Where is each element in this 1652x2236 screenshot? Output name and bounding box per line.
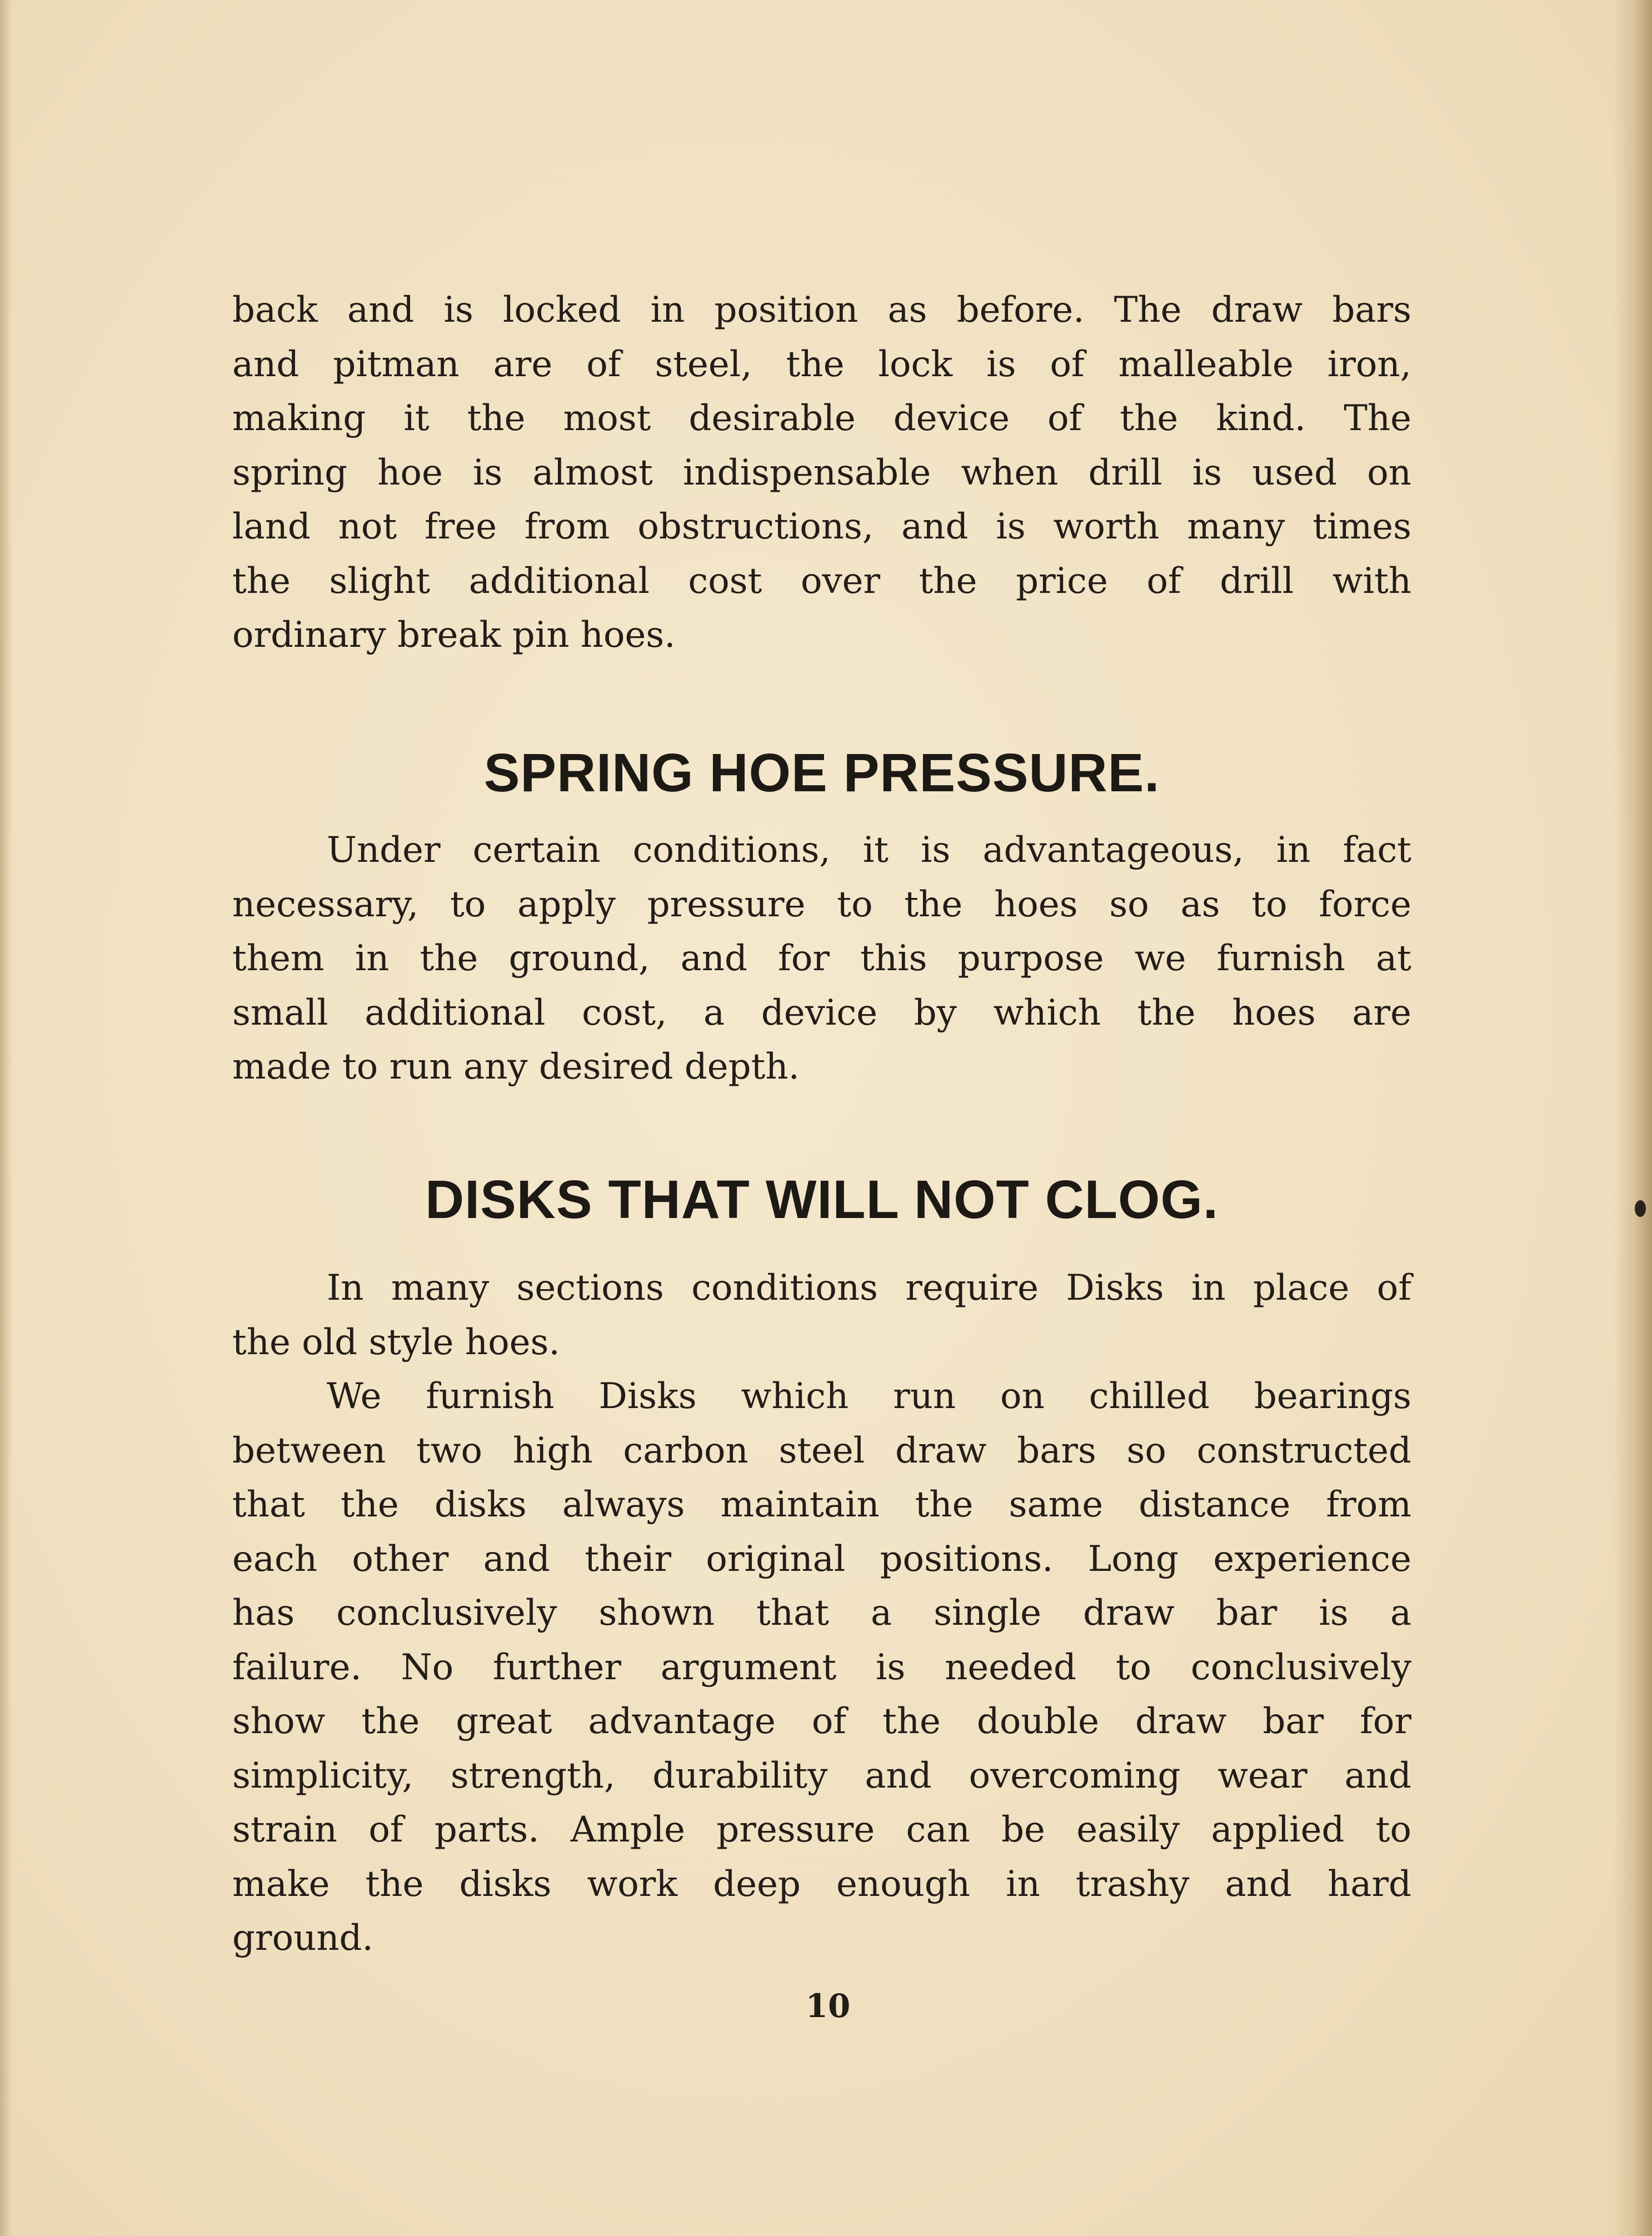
text-line: back and is locked in position as before. The draw bars [232,290,1411,331]
text-line: small additional cost, a device by which the hoes are [232,992,1411,1034]
text-line: making it the most desirable device of the kind. The [232,398,1411,439]
text-line: strain of parts. Ample pressure can be easily applied to [232,1809,1411,1850]
heading-disks-that-will-not-clog: DISKS THAT WILL NOT CLOG. [425,1169,1219,1230]
text-line: each other and their original positions. Long experience [232,1538,1411,1580]
page-left-edge-shadow [0,0,12,2236]
ink-speck [1635,1200,1646,1217]
text-line: spring hoe is almost indispensable when drill is used on [232,452,1411,493]
text-line: Under certain conditions, it is advantageous, in fact [327,830,1411,871]
text-line: In many sections conditions require Disks in place of [327,1267,1411,1309]
page-number: 10 [805,1987,851,2025]
text-line: simplicity, strength, durability and overcoming wear and [232,1755,1411,1796]
text-line: that the disks always maintain the same distance from [232,1484,1411,1525]
text-line: them in the ground, and for this purpose we furnish at [232,938,1411,979]
text-line: and pitman are of steel, the lock is of malleable iron, [232,343,1411,385]
text-line: land not free from obstructions, and is worth many times [232,506,1411,547]
text-line: make the disks work deep enough in trashy and hard [232,1863,1411,1905]
text-line: ground. [232,1918,373,1959]
text-line: ordinary break pin hoes. [232,615,676,656]
text-line: has conclusively shown that a single draw bar is a [232,1593,1411,1634]
heading-spring-hoe-pressure: SPRING HOE PRESSURE. [483,742,1160,803]
text-line: show the great advantage of the double draw bar for [232,1701,1411,1742]
text-line: necessary, to apply pressure to the hoes so as to force [232,884,1411,925]
text-line: made to run any desired depth. [232,1046,800,1087]
text-line: the old style hoes. [232,1321,560,1363]
text-line: failure. No further argument is needed to conclusively [232,1646,1411,1688]
text-line: the slight additional cost over the price of drill with [232,560,1411,602]
page-right-edge-shadow [1613,0,1652,2236]
text-line: We furnish Disks which run on chilled bearings [327,1376,1411,1417]
text-line: between two high carbon steel draw bars so constructed [232,1430,1411,1471]
